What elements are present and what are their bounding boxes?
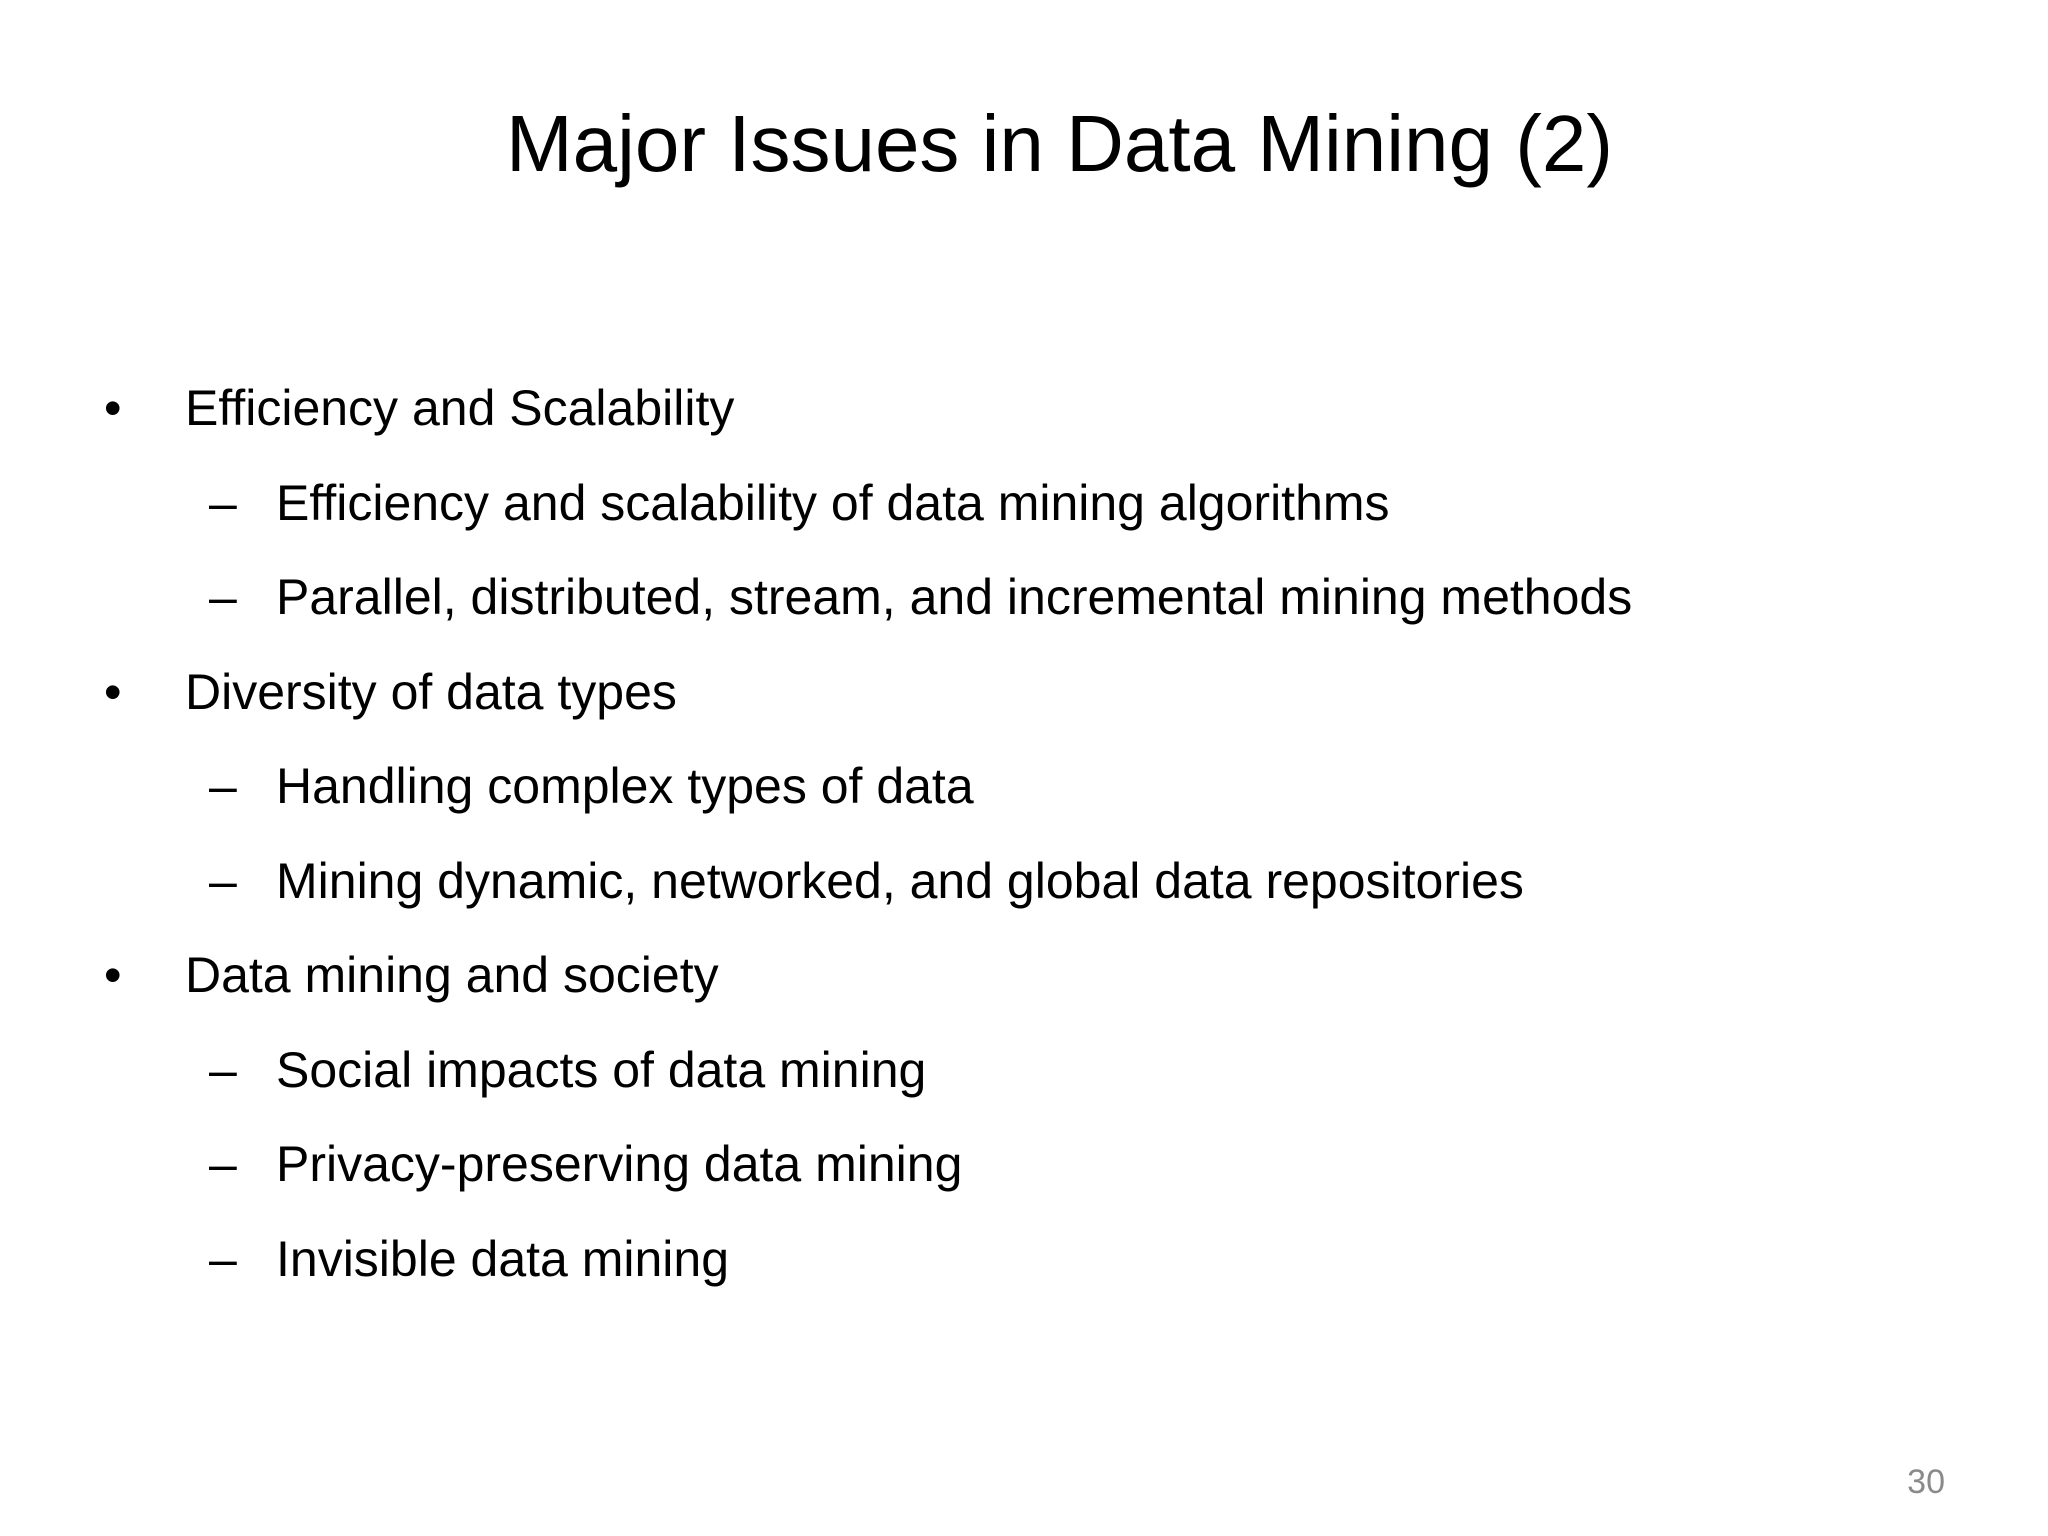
bullet-item-diversity [0,652,2048,747]
sub-bullet-item [0,1124,2048,1219]
bullet-marker: • [104,380,122,436]
sub-bullet-text: Privacy-preserving data mining [276,1136,963,1192]
dash-marker: – [209,474,237,531]
sub-bullet-text: Efficiency and scalability of data mining algorithms [276,474,1390,531]
sub-bullet-item [0,1219,2048,1314]
dash-marker: – [209,1230,237,1287]
sub-bullet-text: Parallel, distributed, stream, and incremental mining methods [276,569,1633,625]
dash-marker: – [209,1041,237,1098]
bullet-text: Data mining and society [185,947,719,1003]
bullet-marker: • [104,663,122,720]
bullet-item-society [0,935,2048,1030]
bullet-item-efficiency [0,368,2048,463]
bullet-text: Diversity of data types [185,663,677,720]
sub-bullet-item [0,557,2048,652]
dash-marker: – [209,569,237,625]
sub-bullet-text: Mining dynamic, networked, and global data repositories [276,852,1524,909]
dash-marker: – [209,758,237,814]
dash-marker: – [209,852,237,909]
bullet-marker: • [104,947,122,1003]
slide-title: Major Issues in Data Mining (2) [505,99,1614,188]
dash-marker: – [209,1136,237,1192]
sub-bullet-item [0,841,2048,936]
bullet-text: Efficiency and Scalability [185,380,735,436]
sub-bullet-text: Invisible data mining [276,1230,730,1287]
sub-bullet-item [0,746,2048,841]
sub-bullet-item [0,463,2048,558]
sub-bullet-text: Social impacts of data mining [276,1041,927,1098]
slide-number: 30 [1907,1463,1945,1501]
bullet-list [0,368,2048,1313]
sub-bullet-item [0,1030,2048,1125]
sub-bullet-text: Handling complex types of data [276,758,974,814]
